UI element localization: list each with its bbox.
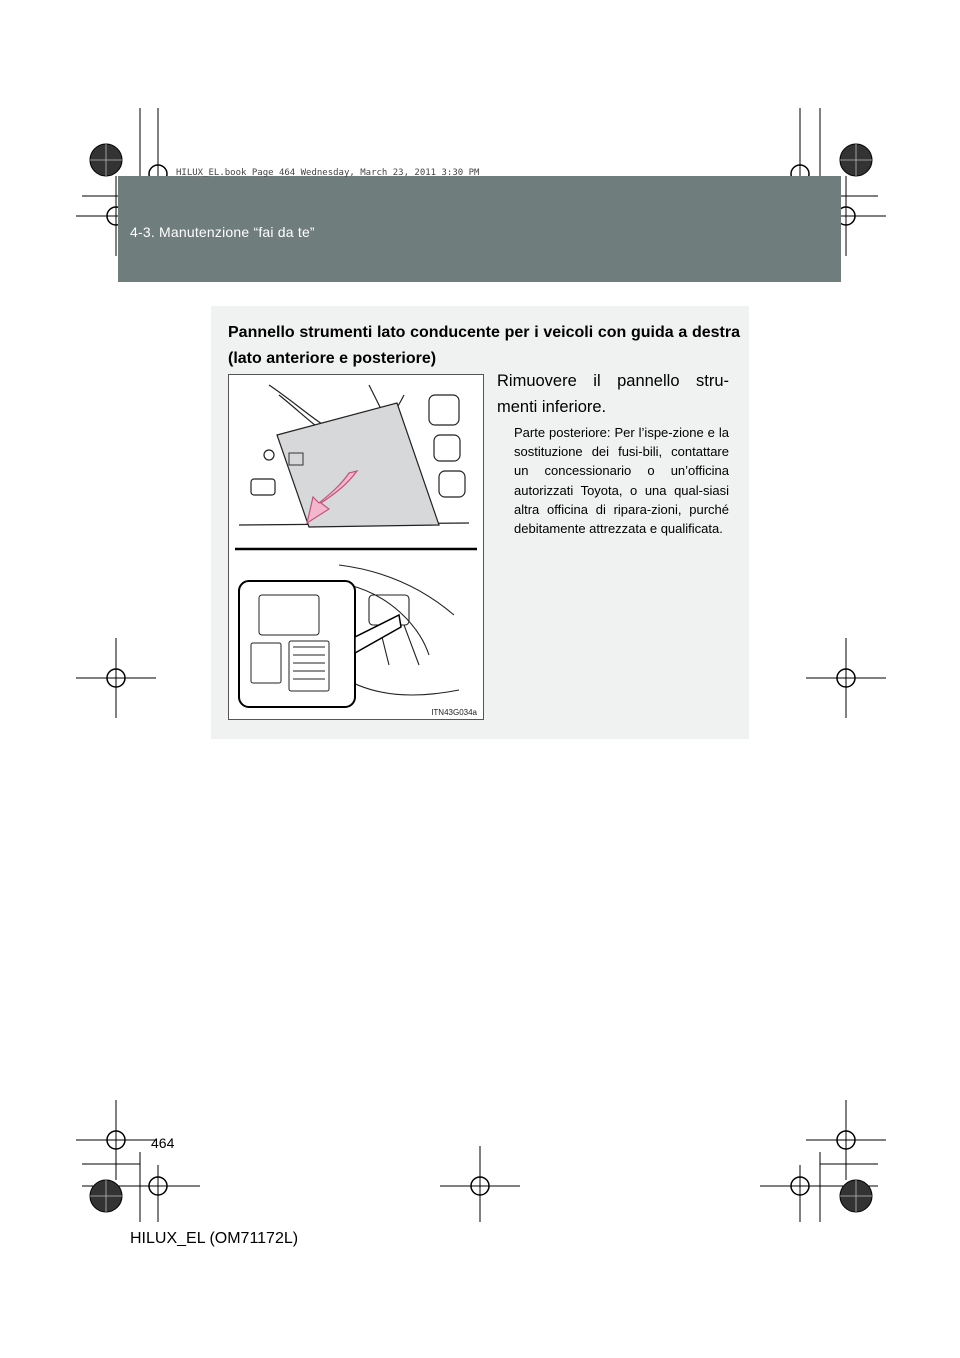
fuse-box-detail	[239, 581, 355, 707]
content-title: Pannello strumenti lato conducente per i veicoli con guida a destra (lato anteriore e posteriore)	[228, 324, 740, 367]
footer-model: HILUX_EL (OM71172L)	[130, 1230, 299, 1247]
instruction-text: Rimuovere il pannello stru-menti inferiore.	[497, 372, 729, 416]
section-title: 4-3. Manutenzione “fai da te”	[130, 224, 315, 240]
figure-code: ITN43G034a	[431, 708, 477, 717]
fuse-panel-illustration	[228, 374, 484, 720]
print-info: HILUX_EL.book Page 464 Wednesday, March 23, 2011 3:30 PM	[176, 168, 480, 178]
dashboard-illustration	[229, 375, 483, 719]
page-number: 464	[151, 1135, 175, 1151]
note-text: Parte posteriore: Per l’ispe-zione e la sostituzione dei fusi-bili, contattare un concessionario o un’officina autorizzati Toyota, o una qual-siasi altra officina di ripara-zioni, purché debitamente attrezzata e qualificata.	[514, 425, 729, 537]
